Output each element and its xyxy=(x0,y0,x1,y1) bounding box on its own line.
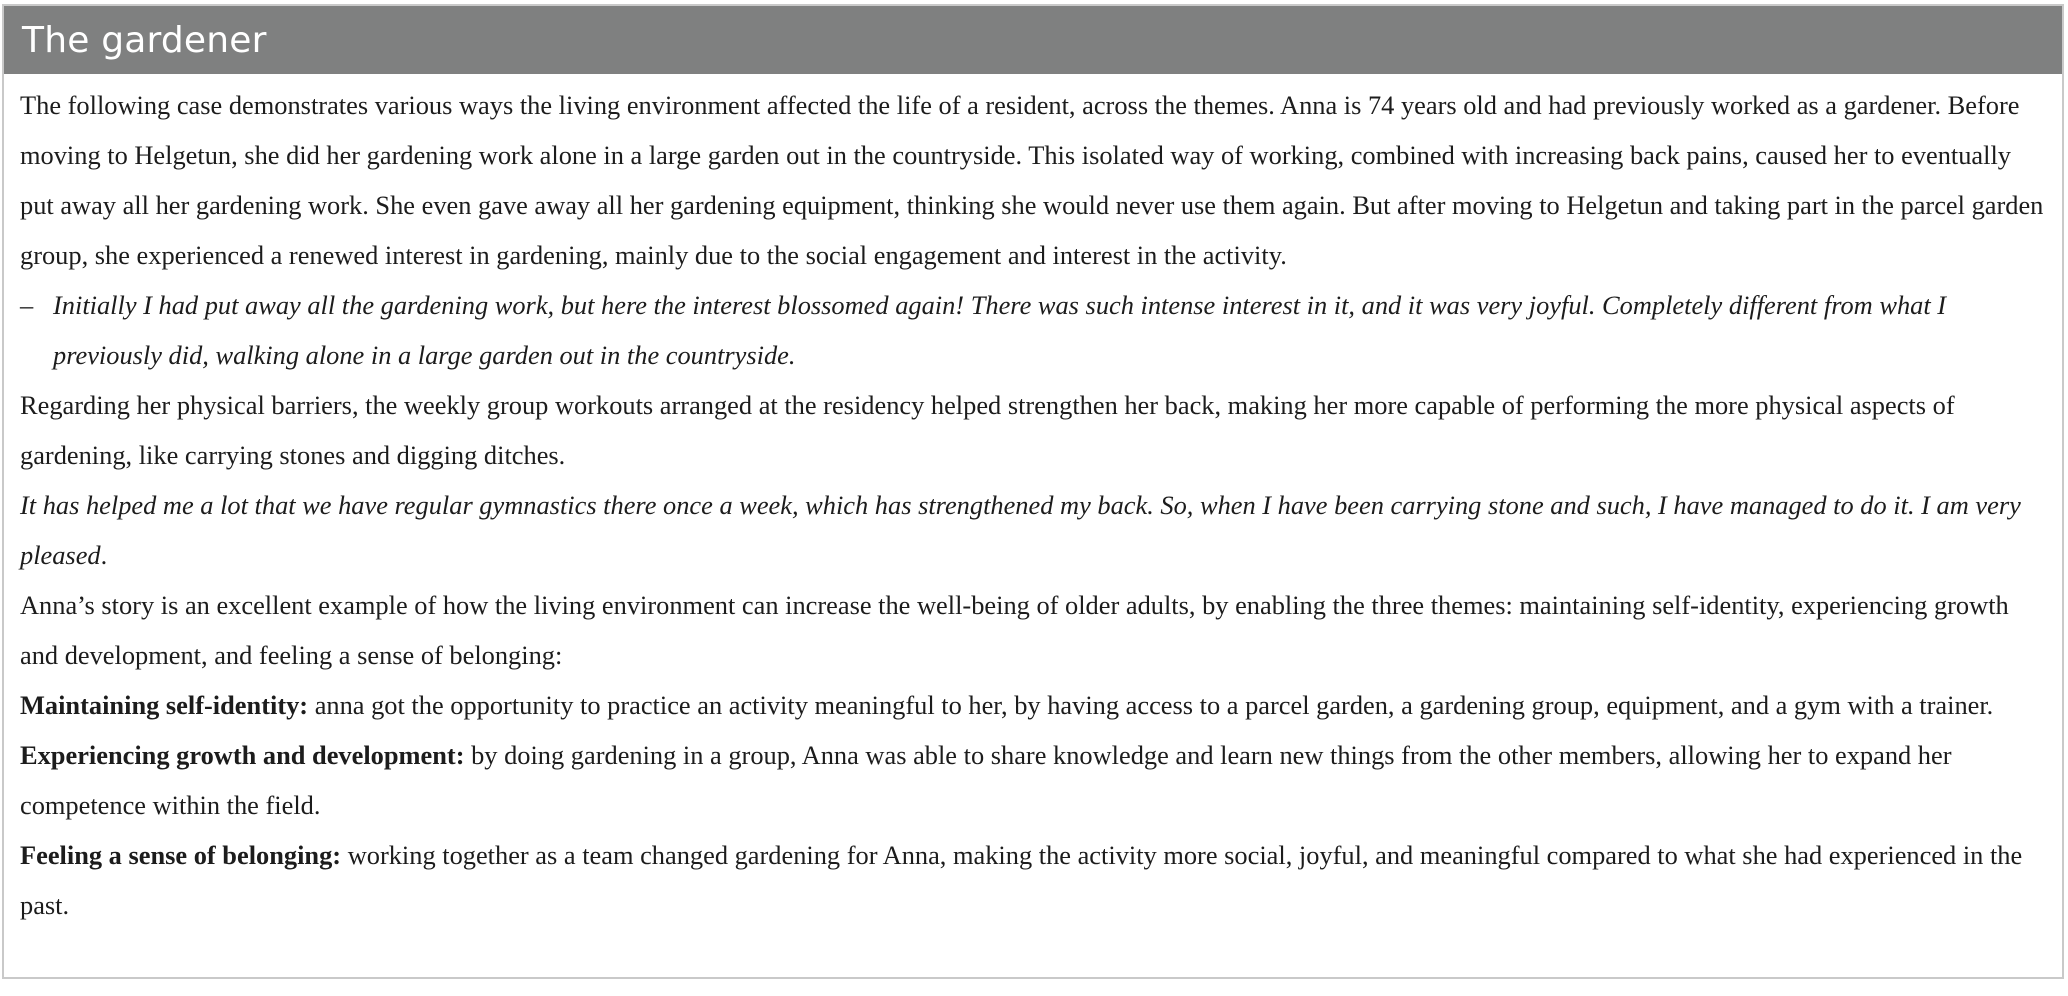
case-box xyxy=(2,4,2064,979)
quote-text: Initially I had put away all the gardening work, but here the interest blossomed again! There was such intense interest in it, and it was very joyful. Completely different from what I previously did, walking alone in a large garden out in the countryside. xyxy=(53,290,1947,370)
quote-gymnastics xyxy=(20,480,2044,580)
theme-text: by doing gardening in a group, Anna was able to share knowledge and learn new things from the other members, allowing her to expand her competence within the field. xyxy=(20,740,1952,820)
dash-marker: – xyxy=(20,290,34,320)
theme-label: Maintaining self-identity: xyxy=(20,690,309,720)
theme-growth-development xyxy=(20,730,2044,830)
box-body xyxy=(4,74,2062,930)
quote-gymnastics-text: It has helped me a lot that we have regular gymnastics there once a week, which has strengthened my back. So, when I have been carrying stone and such, I have managed to do it. I am very pleased xyxy=(20,490,2021,570)
quote-anna-interest xyxy=(20,280,2044,380)
theme-self-identity xyxy=(20,680,2044,730)
theme-text: anna got the opportunity to practice an activity meaningful to her, by having access to a parcel garden, a gardening group, equipment, and a gym with a trainer. xyxy=(308,690,1994,720)
box-title: The gardener xyxy=(22,19,267,61)
theme-label: Feeling a sense of belonging: xyxy=(20,840,342,870)
physical-barriers-paragraph: Regarding her physical barriers, the weekly group workouts arranged at the residency helped strengthen her back, making her more capable of performing the more physical aspects of gardening, like carrying stones and digging ditches. xyxy=(20,390,1955,470)
intro-paragraph: The following case demonstrates various ways the living environment affected the life of a resident, across the themes. Anna is 74 years old and had previously worked as a gardener. Before moving to Helgetun, she did her gardening work alone in a large garden out in the countryside. This isolated way of working, combined with increasing back pains, caused her to eventually put away all her gardening work. She even gave away all her gardening equipment, thinking she would never use them again. But after moving to Helgetun and taking part in the parcel garden group, she experienced a renewed interest in gardening, mainly due to the social engagement and interest in the activity. xyxy=(20,90,2044,270)
theme-text: working together as a team changed gardening for Anna, making the activity more social, joyful, and meaningful compared to what she had experienced in the past. xyxy=(20,840,2023,920)
theme-belonging xyxy=(20,830,2044,930)
quote-gymnastics-period: . xyxy=(100,540,108,570)
summary-paragraph: Anna’s story is an excellent example of how the living environment can increase the well-being of older adults, by enabling the three themes: maintaining self-identity, experiencing growth and development, and feeling a sense of belonging: xyxy=(20,590,2009,670)
theme-label: Experiencing growth and development: xyxy=(20,740,465,770)
box-header xyxy=(4,6,2062,74)
